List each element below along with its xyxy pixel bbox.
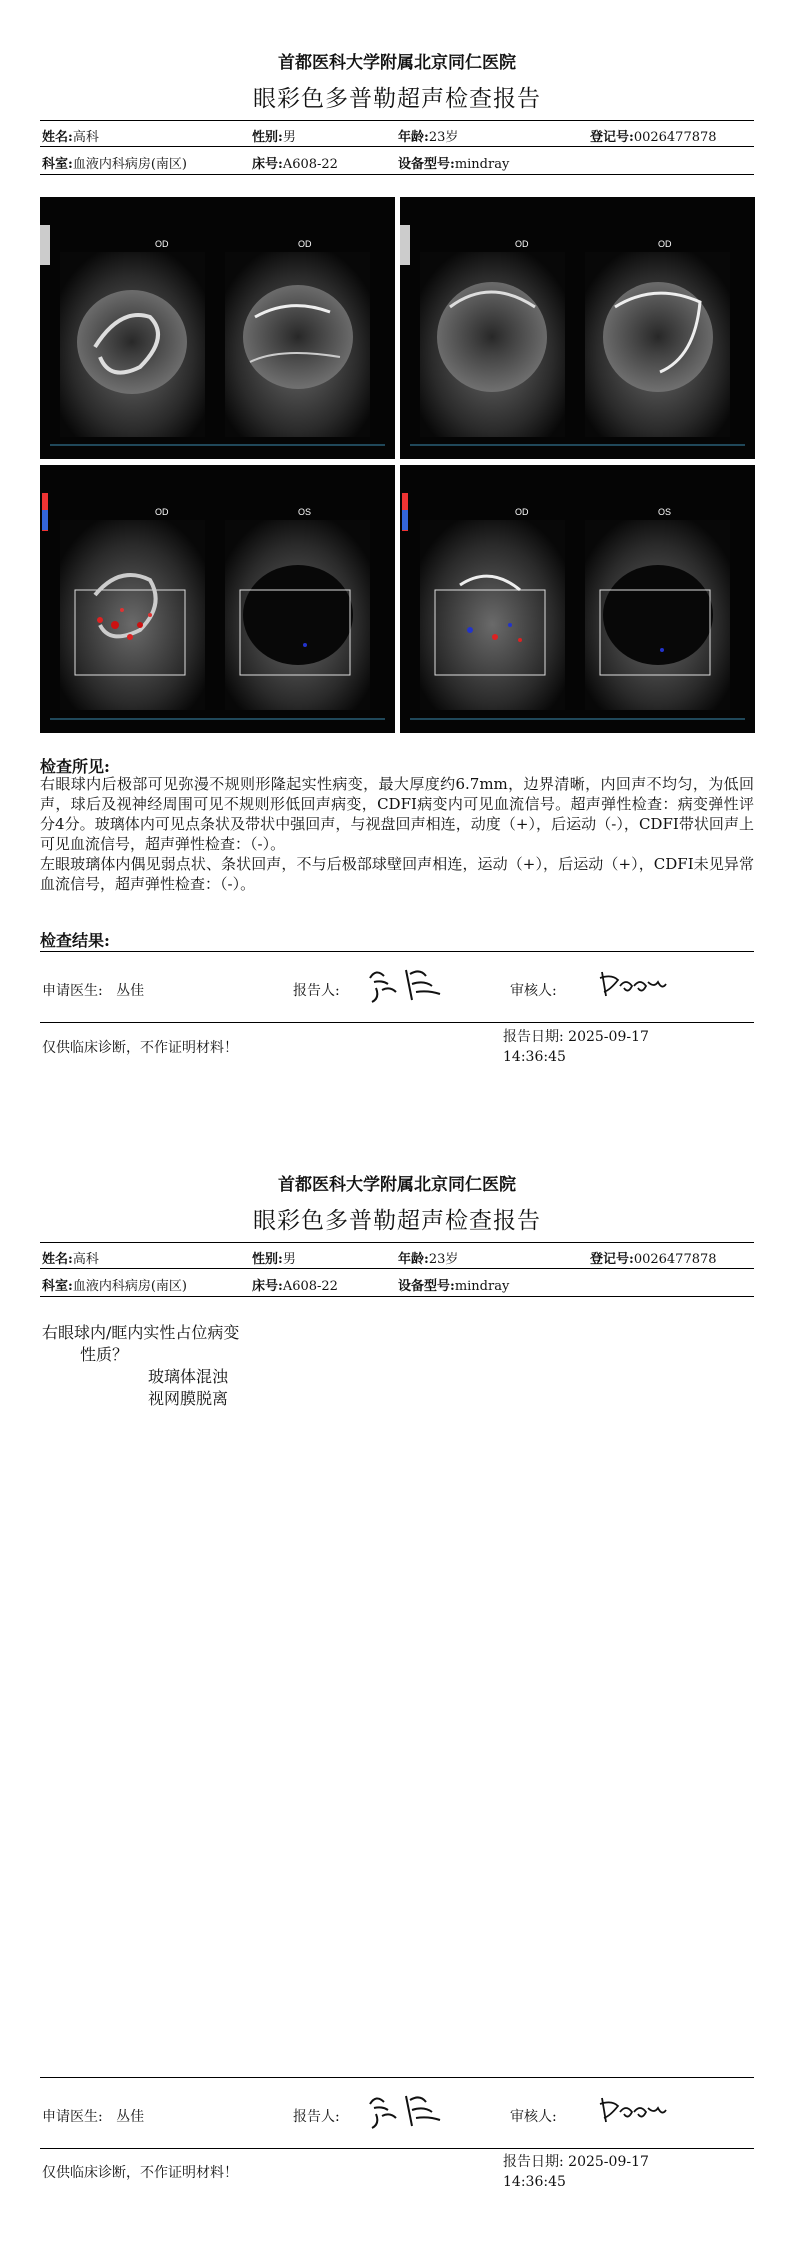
report-page-2 [0, 1122, 794, 2244]
patient-age: 年龄:23岁 [398, 1252, 459, 1267]
divider [40, 1022, 754, 1023]
report-title: 眼彩色多普勒超声检查报告 [253, 86, 541, 112]
result-line-4: 视网膜脱离 [148, 1389, 229, 1408]
divider [40, 951, 754, 952]
divider [40, 2148, 754, 2149]
reporter-signature [362, 2086, 447, 2134]
ultrasound-image-4 [400, 465, 755, 733]
hospital-name: 首都医科大学附属北京同仁医院 [278, 1175, 516, 1195]
patient-name: 姓名:高科 [42, 1252, 99, 1267]
report-page-1 [0, 0, 794, 1122]
reporter-label: 报告人: [293, 983, 340, 999]
divider [40, 1242, 754, 1243]
patient-sex: 性别:男 [252, 1252, 296, 1267]
disclaimer: 仅供临床诊断，不作证明材料！ [42, 1040, 238, 1056]
result-line-1: 右眼球内/眶内实性占位病变 [42, 1323, 240, 1342]
ultrasound-image-2 [400, 197, 755, 459]
patient-device: 设备型号:mindray [398, 1279, 510, 1294]
requesting-doctor: 申请医生: 丛佳 [42, 983, 145, 999]
eye-label-right: OS [298, 507, 312, 517]
findings-body [40, 774, 754, 894]
eye-label-left: OD [515, 507, 529, 517]
eye-label-left: OD [155, 507, 169, 517]
patient-bed: 床号:A608-22 [252, 157, 338, 172]
divider [40, 146, 754, 147]
hospital-name: 首都医科大学附属北京同仁医院 [278, 53, 516, 73]
eye-label-left: OD [515, 239, 529, 249]
patient-reg: 登记号:0026477878 [590, 130, 717, 145]
eye-label-left: OD [155, 239, 169, 249]
requesting-doctor: 申请医生: 丛佳 [42, 2109, 145, 2125]
divider [40, 1268, 754, 1269]
patient-device: 设备型号:mindray [398, 157, 510, 172]
findings-para-2: 左眼玻璃体内偶见弱点状、条状回声，不与后极部球壁回声相连，运动（+），后运动（+），CDFI未见异常血流信号，超声弹性检查：（-）。 [40, 855, 754, 893]
ultrasound-image-3 [40, 465, 395, 733]
result-line-2: 性质？ [80, 1345, 129, 1364]
eye-label-right: OD [298, 239, 312, 249]
reviewer-signature [596, 2090, 676, 2130]
patient-sex: 性别:男 [252, 130, 296, 145]
reviewer-signature [596, 964, 676, 1004]
divider [40, 174, 754, 175]
patient-dept: 科室:血液内科病房(南区) [42, 1279, 187, 1294]
disclaimer: 仅供临床诊断，不作证明材料！ [42, 2165, 238, 2181]
eye-label-right: OD [658, 239, 672, 249]
eye-label-right: OS [658, 507, 672, 517]
reporter-label: 报告人: [293, 2109, 340, 2125]
reporter-signature [362, 960, 447, 1008]
patient-reg: 登记号:0026477878 [590, 1252, 717, 1267]
patient-age: 年龄:23岁 [398, 130, 459, 145]
ultrasound-image-1 [40, 197, 395, 459]
findings-title: 检查所见: [40, 757, 110, 776]
divider [40, 120, 754, 121]
divider [40, 1296, 754, 1297]
patient-name: 姓名:高科 [42, 130, 99, 145]
patient-bed: 床号:A608-22 [252, 1279, 338, 1294]
report-title: 眼彩色多普勒超声检查报告 [253, 1208, 541, 1234]
divider [40, 2077, 754, 2078]
result-line-3: 玻璃体混浊 [148, 1367, 229, 1386]
report-date: 报告日期: 2025-09-17 14:36:45 [503, 1029, 649, 1065]
results-title: 检查结果: [40, 931, 110, 950]
reviewer-label: 审核人: [510, 2109, 557, 2125]
patient-dept: 科室:血液内科病房(南区) [42, 157, 187, 172]
reviewer-label: 审核人: [510, 983, 557, 999]
findings-para-1: 右眼球内后极部可见弥漫不规则形隆起实性病变，最大厚度约6.7mm，边界清晰，内回声不均匀，为低回声，球后及视神经周围可见不规则形低回声病变，CDFI病变内可见血流信号。超声弹性检查：病变弹性评分4分。玻璃体内可见点条状及带状中强回声，与视盘回声相连，动度（+），后运动（-），CDFI带状回声上可见血流信号，超声弹性检查：（-）。 [40, 775, 754, 853]
report-date: 报告日期: 2025-09-17 14:36:45 [503, 2154, 649, 2190]
